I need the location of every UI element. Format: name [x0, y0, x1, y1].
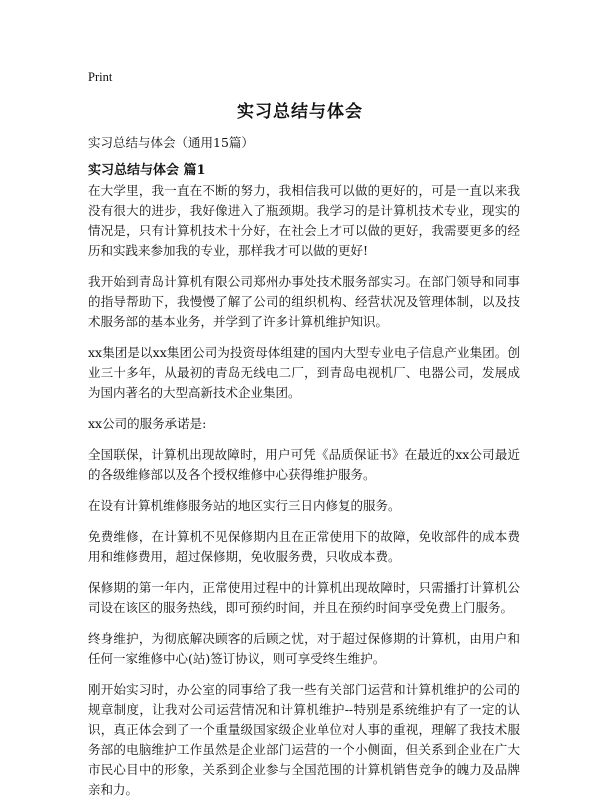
paragraph: 在设有计算机维修服务站的地区实行三日内修复的服务。	[88, 498, 401, 513]
article-body	[88, 181, 520, 811]
paragraph: 保修期的第一年内，正常使用过程中的计算机出现故障时，只需播打计算机公司设在该区的服务热线，即可预约时间，并且在预约时间享受免费上门服务。	[88, 580, 520, 615]
paragraph: 刚开始实习时，办公室的同事给了我一些有关部门运营和计算机维护的公司的规章制度，让我对公司运营情况和计算机维护--特别是系统维护有了一定的认识，真正体会到了一个重量级国家级企业单位对人事的重视，理解了我技术服务部的电脑维护工作虽然是企业部门运营的一个小侧面，但关系到企业在广大市民心目中的形象，关系到企业参与全国范围的计算机销售竞争的魄力及品牌亲和力。	[88, 682, 520, 797]
paragraph: xx公司的服务承诺是:	[88, 416, 207, 431]
page-title: 实习总结与体会	[237, 102, 363, 122]
paragraph: xx集团是以xx集团公司为投资母体组建的国内大型专业电子信息产业集团。创业三十多年，从最初的青岛无线电二厂，到青岛电视机厂、电器公司，发展成为国内著名的大型高新技术企业集团。	[88, 345, 520, 400]
section-heading: 实习总结与体会 篇1	[88, 163, 206, 178]
paragraph: 全国联保，计算机出现故障时，用户可凭《品质保证书》在最近的xx公司最近的各级维修部以及各个授权维修中心获得维护服务。	[88, 447, 520, 482]
paragraph: 免费维修，在计算机不见保修期内且在正常使用下的故障，免收部件的成本费用和维修费用，超过保修期，免收服务费，只收成本费。	[88, 529, 520, 564]
paragraph: 在大学里，我一直在不断的努力，我相信我可以做的更好的，可是一直以来我没有很大的进步，我好像进入了瓶颈期。我学习的是计算机技术专业，现实的情况是，只有计算机技术十分好，在社会上才可以做的更好，我需要更多的经历和实践来参加我的专业，那样我才可以做的更好!	[88, 183, 520, 258]
paragraph: 我开始到青岛计算机有限公司郑州办事处技术服务部实习。在部门领导和同事的指导帮助下，我慢慢了解了公司的组织机构、经营状况及管理体制，以及技术服务部的基本业务，并学到了许多计算机维护知识。	[88, 274, 520, 329]
document-subtitle: 实习总结与体会（通用15篇）	[88, 135, 254, 150]
print-link[interactable]: Print	[88, 70, 113, 84]
paragraph: 终身维护，为彻底解决顾客的后顾之忧，对于超过保修期的计算机，由用户和任何一家维修中心(站)签订协议，则可享受终生维护。	[88, 631, 520, 666]
